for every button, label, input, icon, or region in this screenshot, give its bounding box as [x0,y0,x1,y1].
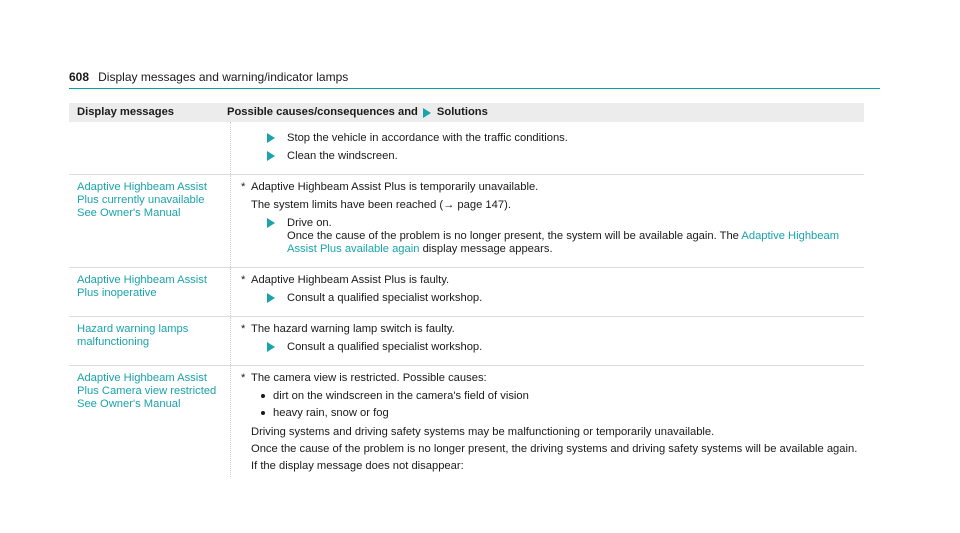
solution-step: Consult a qualified specialist workshop. [267,341,858,354]
table-row [69,122,864,175]
solution-step: Clean the windscreen. [267,150,858,163]
solution-cell [231,122,864,174]
col-header-solutions-text: Solutions [436,106,488,118]
table-row [69,175,864,268]
message-cell [69,122,231,174]
solution-step [267,217,858,256]
solution-cell [231,268,864,316]
step-title: Drive on. [287,217,332,229]
cause-list [261,390,858,420]
col-header-messages: Display messages [77,106,175,118]
table-header [69,103,864,122]
solution-cell [231,366,864,477]
cause-text: * Adaptive Highbeam Assist Plus is temporarily unavailable. [241,181,539,193]
arrow-icon [423,108,431,118]
table-row [69,268,864,317]
message-cell: Adaptive Highbeam Assist Plus inoperative [69,268,231,316]
message-cell: Adaptive Highbeam Assist Plus currently unavailable See Owner's Manual [69,175,231,267]
list-item: dirt on the windscreen in the camera's field of vision [261,390,858,403]
arrow-icon [267,133,275,143]
paragraph: Driving systems and driving safety systems may be malfunctioning or temporarily unavailable. [251,426,715,438]
arrow-icon [267,293,275,303]
paragraph: Once the cause of the problem is no longer present, the driving systems and driving safety systems will be available again. [251,443,858,455]
cause-text: * Adaptive Highbeam Assist Plus is faulty. [241,274,450,286]
list-item: heavy rain, snow or fog [261,407,858,420]
solution-step: Consult a qualified specialist workshop. [267,292,858,305]
header-rule [69,88,880,89]
message-link: Adaptive Highbeam Assist Plus available again [287,230,840,255]
table-row [69,317,864,366]
col-header-causes-text: Possible causes/consequences and [227,106,418,118]
col-header-causes [221,106,864,119]
detail-text: The system limits have been reached (→ page 147). [251,199,511,211]
page-header [69,71,880,85]
messages-table [69,103,864,477]
arrow-icon [267,342,275,352]
cause-text: * The camera view is restricted. Possible causes: [241,372,487,384]
arrow-icon [267,218,275,228]
page-number: 608 [69,70,90,84]
table-row [69,366,864,477]
message-cell: Hazard warning lamps malfunctioning [69,317,231,365]
solution-cell [231,317,864,365]
solution-step: Stop the vehicle in accordance with the traffic conditions. [267,132,858,145]
message-cell: Adaptive Highbeam Assist Plus Camera view restricted See Owner's Manual [69,366,231,477]
paragraph: If the display message does not disappear: [251,460,464,472]
solution-cell [231,175,864,267]
page-title: Display messages and warning/indicator lamps [98,70,349,84]
cause-text: * The hazard warning lamp switch is faulty. [241,323,455,335]
arrow-icon [267,151,275,161]
step-text: Once the cause of the problem is no longer present, the system will be available again. The Adaptive Highbeam Assist Plus available again display message appears. [287,230,840,255]
